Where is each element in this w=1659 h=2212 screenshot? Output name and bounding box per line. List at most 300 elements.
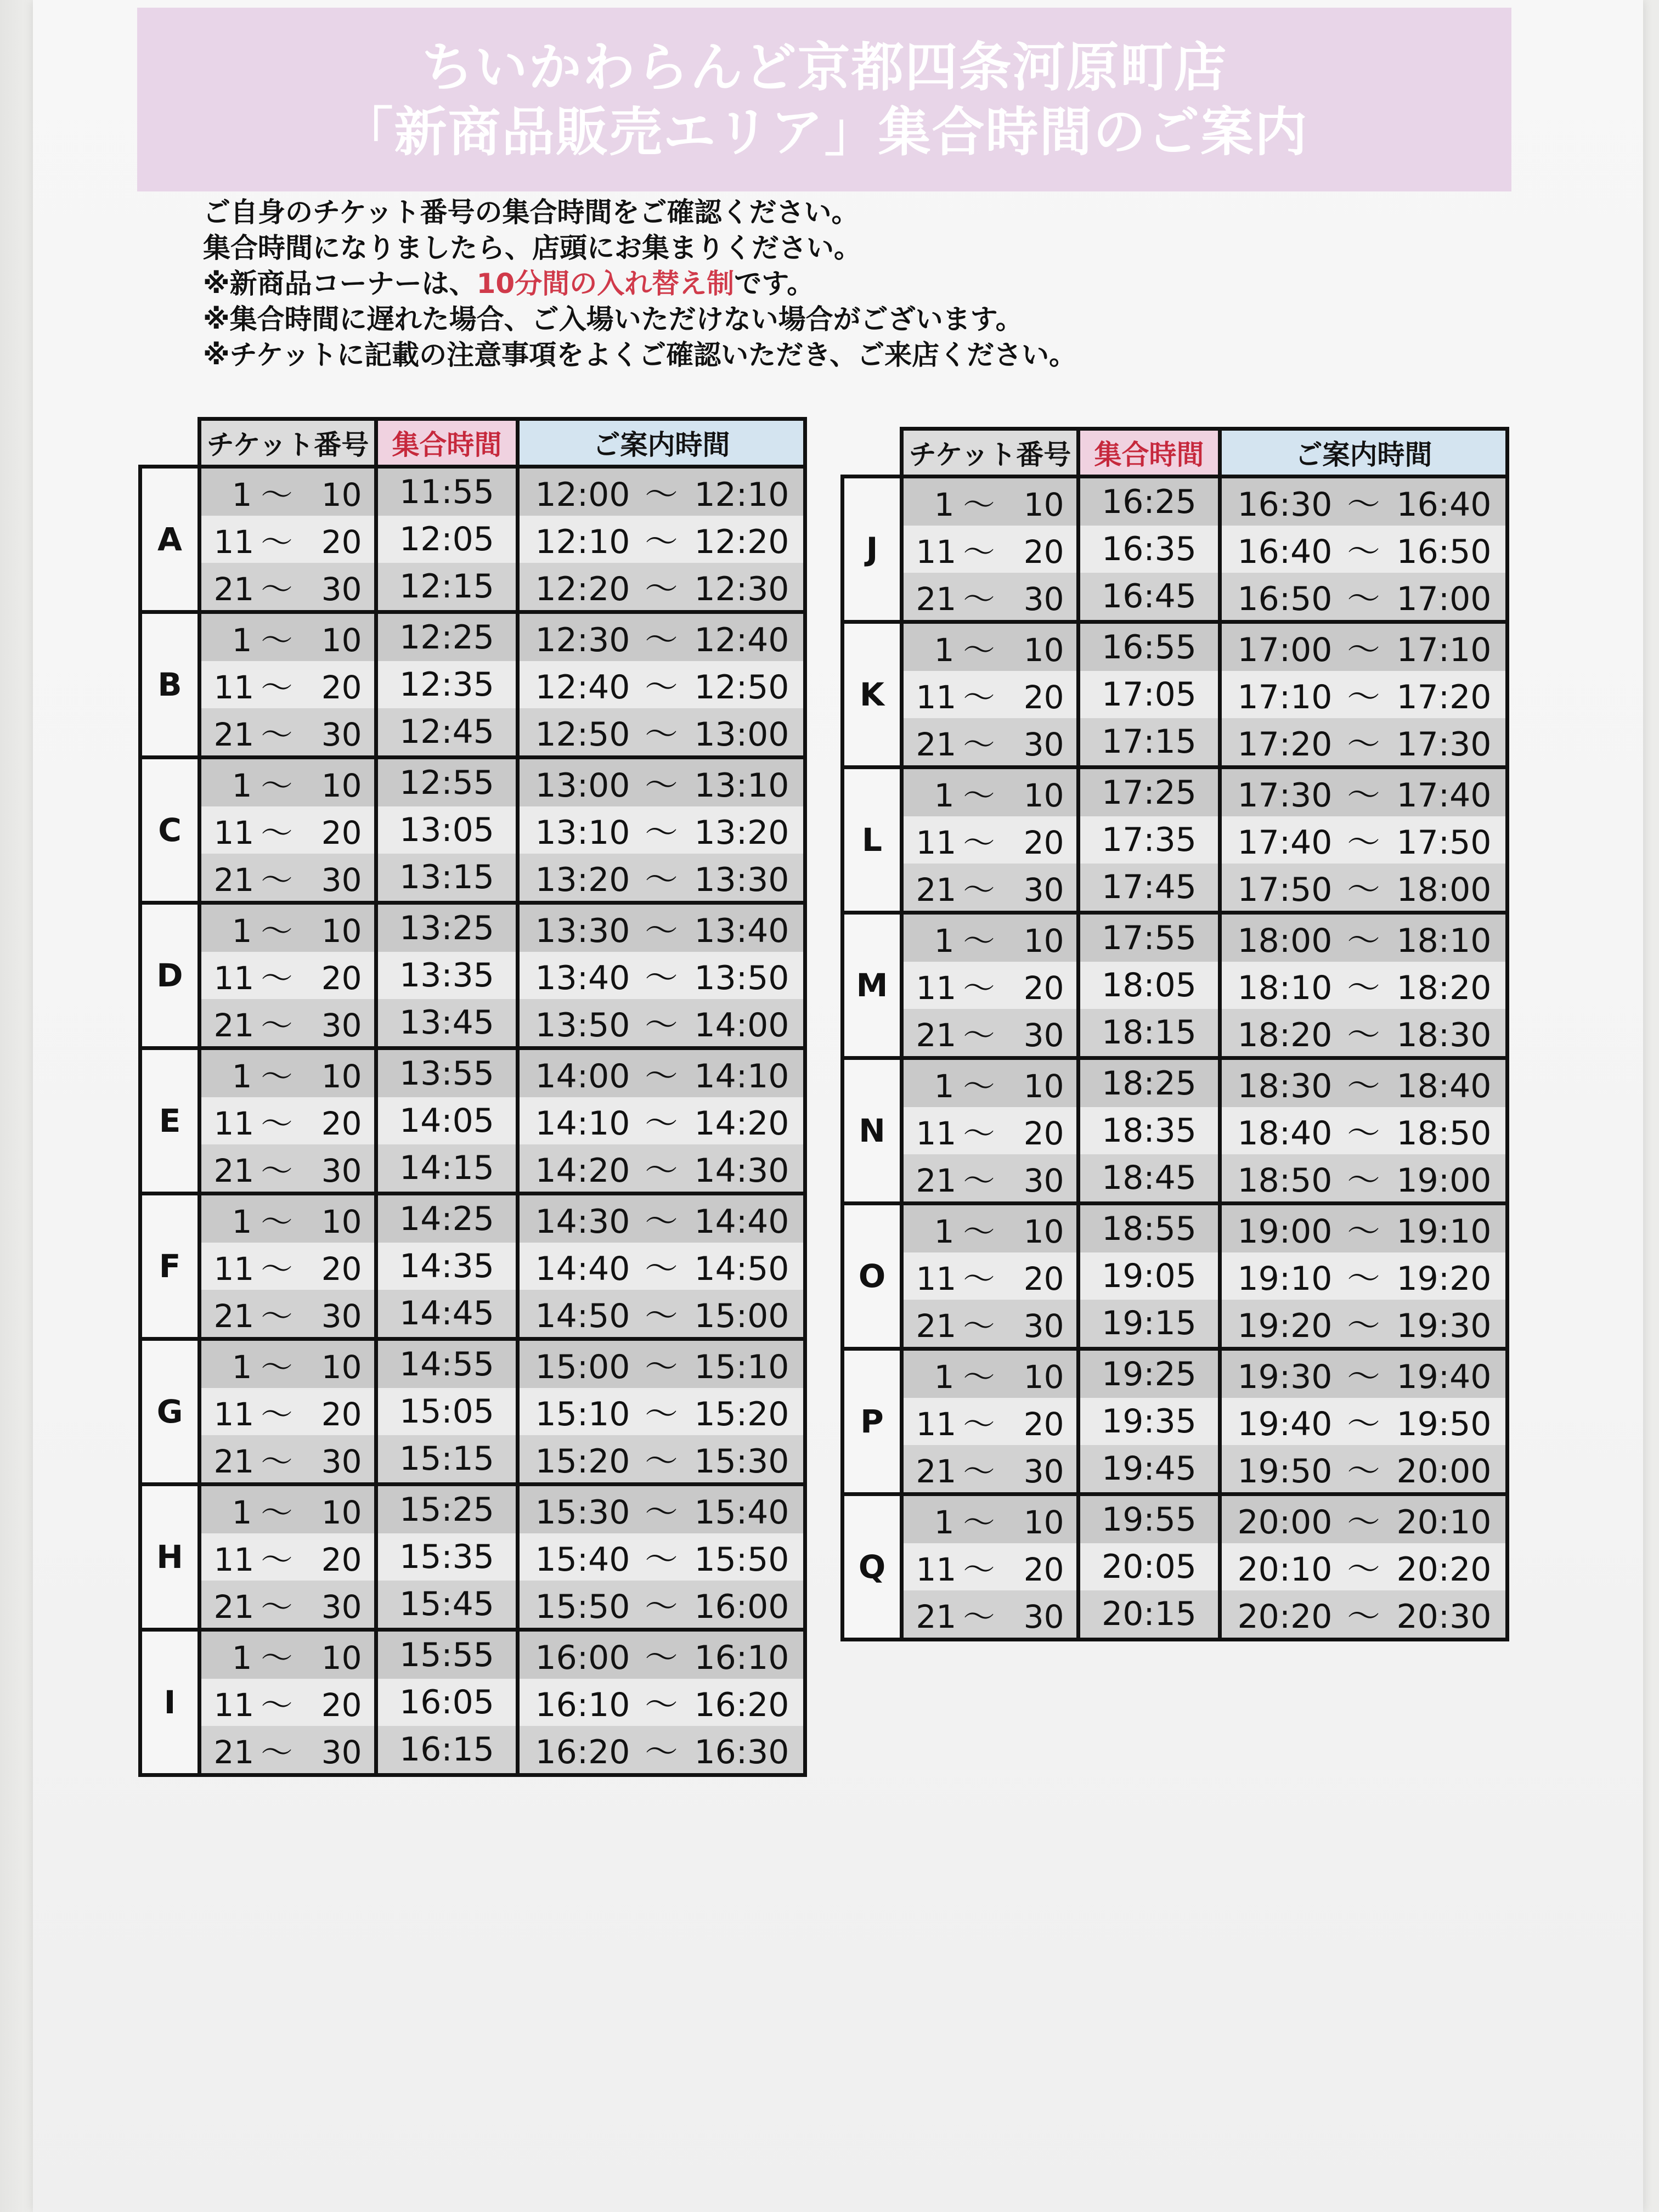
ticket-from: 1 xyxy=(934,1068,955,1105)
gather-time-cell: 18:45 xyxy=(1079,1154,1220,1204)
ticket-to: 20 xyxy=(321,1396,362,1433)
range-separator: 〜 xyxy=(261,1250,293,1288)
table-row xyxy=(140,612,805,662)
gather-time-cell: 12:55 xyxy=(376,758,518,807)
group-label: D xyxy=(140,903,200,1048)
ticket-from: 1 xyxy=(232,622,252,659)
ticket-from: 1 xyxy=(934,777,955,814)
header-ticket-number: チケット番号 xyxy=(200,419,376,467)
ticket-from: 11 xyxy=(213,814,255,851)
guide-start: 20:00 xyxy=(1237,1503,1333,1542)
range-separator: 〜 xyxy=(261,523,293,561)
header-blank xyxy=(140,419,200,467)
guide-start: 12:20 xyxy=(535,570,630,608)
range-separator: 〜 xyxy=(261,1152,293,1189)
header-guide-time: ご案内時間 xyxy=(1220,429,1508,477)
ticket-from: 11 xyxy=(213,960,255,997)
guide-time-cell xyxy=(1220,1204,1508,1253)
guide-time-cell xyxy=(1220,1494,1508,1544)
table-row xyxy=(843,1252,1508,1300)
guide-time-cell xyxy=(1220,477,1508,526)
ticket-to: 10 xyxy=(321,1494,362,1531)
range-separator: 〜 xyxy=(963,1551,995,1588)
guide-start: 16:50 xyxy=(1237,580,1333,618)
guide-start: 14:50 xyxy=(535,1297,630,1335)
range-separator: 〜 xyxy=(645,959,678,997)
range-separator: 〜 xyxy=(963,631,995,669)
gather-time-cell: 16:05 xyxy=(376,1679,518,1726)
ticket-to: 10 xyxy=(1023,486,1064,523)
guide-end: 18:10 xyxy=(1396,922,1492,960)
ticket-to: 10 xyxy=(321,476,362,514)
ticket-from: 11 xyxy=(213,1541,255,1578)
guide-start: 15:30 xyxy=(535,1493,630,1532)
guide-end: 17:30 xyxy=(1396,725,1492,764)
range-separator: 〜 xyxy=(645,1733,678,1771)
ticket-from: 21 xyxy=(916,1017,957,1054)
table-row xyxy=(843,1445,1508,1494)
ticket-to: 20 xyxy=(321,669,362,706)
guide-start: 14:00 xyxy=(535,1057,630,1096)
gather-time-cell: 12:15 xyxy=(376,563,518,612)
table-row xyxy=(140,952,805,999)
guide-start: 18:50 xyxy=(1237,1161,1333,1200)
guide-time-cell xyxy=(1220,816,1508,864)
guide-end: 14:10 xyxy=(694,1057,789,1096)
guide-time-cell xyxy=(518,708,805,758)
guide-time-cell xyxy=(1220,768,1508,817)
ticket-to: 10 xyxy=(1023,1358,1064,1396)
guide-time-cell xyxy=(518,1630,805,1679)
ticket-to: 30 xyxy=(1023,580,1064,618)
ticket-from: 1 xyxy=(934,922,955,960)
range-separator: 〜 xyxy=(1347,1503,1380,1542)
ticket-from: 11 xyxy=(916,1406,957,1443)
ticket-to: 30 xyxy=(321,1734,362,1771)
guide-time-cell xyxy=(518,1144,805,1194)
range-separator: 〜 xyxy=(261,814,293,851)
table-row xyxy=(843,1058,1508,1108)
guide-time-cell xyxy=(518,952,805,999)
range-separator: 〜 xyxy=(1347,725,1380,764)
ticket-to: 30 xyxy=(1023,1598,1064,1635)
range-separator: 〜 xyxy=(1347,486,1380,524)
range-separator: 〜 xyxy=(261,476,293,514)
range-separator: 〜 xyxy=(645,1104,678,1143)
guide-end: 18:40 xyxy=(1396,1067,1492,1105)
guide-time-cell xyxy=(1220,864,1508,913)
ticket-range-cell xyxy=(200,1630,376,1679)
ticket-from: 1 xyxy=(232,476,252,514)
ticket-from: 21 xyxy=(213,1734,255,1771)
guide-end: 15:10 xyxy=(694,1348,789,1386)
ticket-range-cell xyxy=(200,1435,376,1485)
guide-end: 13:30 xyxy=(694,861,789,899)
range-separator: 〜 xyxy=(1347,871,1380,909)
ticket-to: 20 xyxy=(1023,1406,1064,1443)
range-separator: 〜 xyxy=(963,1358,995,1396)
ticket-range-cell xyxy=(902,1398,1079,1445)
range-separator: 〜 xyxy=(261,1443,293,1480)
range-separator: 〜 xyxy=(645,1152,678,1190)
table-row xyxy=(843,526,1508,573)
range-separator: 〜 xyxy=(645,766,678,805)
guide-start: 19:40 xyxy=(1237,1405,1333,1443)
ticket-range-cell xyxy=(200,563,376,612)
range-separator: 〜 xyxy=(963,871,995,909)
guide-start: 15:40 xyxy=(535,1541,630,1579)
ticket-range-cell xyxy=(200,806,376,854)
guide-time-cell xyxy=(518,1194,805,1243)
ticket-range-cell xyxy=(200,903,376,952)
table-row xyxy=(140,1243,805,1290)
guide-start: 15:50 xyxy=(535,1588,630,1626)
gather-time-cell: 19:05 xyxy=(1079,1252,1220,1300)
ticket-to: 20 xyxy=(1023,679,1064,716)
ticket-from: 1 xyxy=(232,1494,252,1531)
ticket-to: 30 xyxy=(321,861,362,899)
ticket-range-cell xyxy=(200,1194,376,1243)
guide-time-cell xyxy=(518,1485,805,1534)
guide-end: 16:30 xyxy=(694,1733,789,1771)
range-separator: 〜 xyxy=(1347,1260,1380,1298)
range-separator: 〜 xyxy=(645,570,678,608)
ticket-from: 11 xyxy=(916,1260,957,1297)
ticket-range-cell xyxy=(902,671,1079,718)
ticket-range-cell xyxy=(902,1107,1079,1154)
table-row xyxy=(843,768,1508,817)
gather-time-cell: 18:15 xyxy=(1079,1009,1220,1058)
gather-time-cell: 18:35 xyxy=(1079,1107,1220,1154)
guide-end: 16:10 xyxy=(694,1639,789,1677)
ticket-to: 30 xyxy=(1023,871,1064,909)
guide-time-cell xyxy=(518,806,805,854)
guide-time-cell xyxy=(518,1726,805,1775)
ticket-range-cell xyxy=(902,816,1079,864)
ticket-range-cell xyxy=(200,1533,376,1581)
guide-time-cell xyxy=(518,516,805,563)
range-separator: 〜 xyxy=(1347,922,1380,960)
ticket-range-cell xyxy=(200,1485,376,1534)
gather-time-cell: 14:55 xyxy=(376,1339,518,1389)
range-separator: 〜 xyxy=(261,960,293,997)
gather-time-cell: 19:15 xyxy=(1079,1300,1220,1349)
table-row xyxy=(843,1398,1508,1445)
ticket-from: 21 xyxy=(916,1162,957,1199)
range-separator: 〜 xyxy=(1347,1161,1380,1200)
guide-start: 13:00 xyxy=(535,766,630,805)
guide-end: 12:20 xyxy=(694,523,789,561)
range-separator: 〜 xyxy=(963,679,995,716)
guide-end: 12:10 xyxy=(694,476,789,514)
range-separator: 〜 xyxy=(963,777,995,814)
schedule-table-left xyxy=(138,417,807,1777)
ticket-to: 30 xyxy=(1023,726,1064,763)
ticket-from: 1 xyxy=(232,1058,252,1095)
table-row xyxy=(140,516,805,563)
guide-time-cell xyxy=(1220,718,1508,768)
table-row xyxy=(140,1630,805,1679)
group-label: G xyxy=(140,1339,200,1485)
ticket-from: 21 xyxy=(916,1598,957,1635)
range-separator: 〜 xyxy=(645,1006,678,1045)
table-row xyxy=(843,573,1508,622)
range-separator: 〜 xyxy=(963,580,995,618)
table-row xyxy=(140,1581,805,1630)
table-row xyxy=(140,1194,805,1243)
guide-start: 14:10 xyxy=(535,1104,630,1143)
ticket-from: 21 xyxy=(213,571,255,608)
ticket-to: 30 xyxy=(1023,1453,1064,1490)
guide-end: 14:40 xyxy=(694,1203,789,1241)
ticket-to: 30 xyxy=(321,1588,362,1626)
ticket-from: 11 xyxy=(916,824,957,861)
range-separator: 〜 xyxy=(645,1395,678,1434)
gather-time-cell: 12:35 xyxy=(376,661,518,708)
ticket-range-cell xyxy=(902,1204,1079,1253)
guide-start: 18:20 xyxy=(1237,1016,1333,1054)
ticket-to: 20 xyxy=(1023,533,1064,571)
range-separator: 〜 xyxy=(1347,678,1380,716)
ticket-from: 1 xyxy=(232,1348,252,1386)
gather-time-cell: 17:45 xyxy=(1079,864,1220,913)
group-label: I xyxy=(140,1630,200,1775)
guide-start: 19:00 xyxy=(1237,1212,1333,1251)
guide-start: 12:50 xyxy=(535,715,630,754)
range-separator: 〜 xyxy=(1347,1358,1380,1396)
guide-end: 14:30 xyxy=(694,1152,789,1190)
schedule-table-right xyxy=(840,427,1509,1641)
ticket-to: 10 xyxy=(321,1639,362,1677)
gather-time-cell: 16:25 xyxy=(1079,477,1220,526)
guide-start: 16:00 xyxy=(535,1639,630,1677)
ticket-to: 10 xyxy=(1023,777,1064,814)
range-separator: 〜 xyxy=(261,571,293,608)
table-row xyxy=(843,913,1508,962)
store-title: ちいかわらんど京都四条河原町店 xyxy=(421,36,1228,98)
ticket-from: 1 xyxy=(934,486,955,523)
guide-end: 14:20 xyxy=(694,1104,789,1143)
table-row xyxy=(140,1290,805,1339)
guide-time-cell xyxy=(518,1581,805,1630)
table-row xyxy=(843,1590,1508,1640)
ticket-to: 10 xyxy=(1023,1213,1064,1250)
guide-start: 18:10 xyxy=(1237,969,1333,1007)
ticket-range-cell xyxy=(902,573,1079,622)
ticket-to: 20 xyxy=(1023,824,1064,861)
range-separator: 〜 xyxy=(1347,1452,1380,1491)
table-row xyxy=(843,962,1508,1009)
note-line: ※集合時間に遅れた場合、ご入場いただけない場合がございます。 xyxy=(203,303,1023,335)
guide-start: 18:40 xyxy=(1237,1114,1333,1153)
guide-end: 16:20 xyxy=(694,1686,789,1724)
guide-time-cell xyxy=(1220,1154,1508,1204)
ticket-to: 10 xyxy=(1023,1504,1064,1541)
range-separator: 〜 xyxy=(963,1504,995,1541)
guide-end: 18:50 xyxy=(1396,1114,1492,1153)
table-row xyxy=(843,671,1508,718)
guide-time-cell xyxy=(1220,1009,1508,1058)
gather-time-cell: 14:05 xyxy=(376,1097,518,1144)
range-separator: 〜 xyxy=(645,621,678,659)
range-separator: 〜 xyxy=(1347,533,1380,571)
table-row xyxy=(843,1009,1508,1058)
range-separator: 〜 xyxy=(645,1250,678,1288)
range-separator: 〜 xyxy=(1347,580,1380,618)
range-separator: 〜 xyxy=(645,1493,678,1532)
ticket-from: 11 xyxy=(916,1115,957,1152)
title-banner xyxy=(137,8,1511,191)
note-highlight: 10分間の入れ替え制 xyxy=(476,268,735,300)
gather-time-cell: 19:55 xyxy=(1079,1494,1220,1544)
guide-end: 18:30 xyxy=(1396,1016,1492,1054)
ticket-range-cell xyxy=(200,854,376,903)
guide-time-cell xyxy=(518,1290,805,1339)
ticket-to: 30 xyxy=(321,1297,362,1335)
range-separator: 〜 xyxy=(261,1588,293,1626)
guide-start: 17:40 xyxy=(1237,823,1333,862)
ticket-to: 20 xyxy=(1023,1551,1064,1588)
table-row xyxy=(140,903,805,952)
guide-start: 13:30 xyxy=(535,912,630,950)
ticket-range-cell xyxy=(200,661,376,708)
group-label: P xyxy=(843,1349,902,1494)
note-text: ※新商品コーナーは、 xyxy=(203,268,477,300)
guide-start: 20:20 xyxy=(1237,1598,1333,1636)
ticket-range-cell xyxy=(902,913,1079,962)
gather-time-cell: 14:15 xyxy=(376,1144,518,1194)
gather-time-cell: 15:55 xyxy=(376,1630,518,1679)
guide-end: 13:50 xyxy=(694,959,789,997)
ticket-from: 11 xyxy=(213,1686,255,1724)
ticket-from: 21 xyxy=(213,1443,255,1480)
ticket-from: 1 xyxy=(934,1213,955,1250)
ticket-range-cell xyxy=(902,718,1079,768)
range-separator: 〜 xyxy=(645,861,678,899)
ticket-range-cell xyxy=(902,622,1079,672)
guide-time-cell xyxy=(518,1388,805,1435)
guide-time-cell xyxy=(518,563,805,612)
ticket-range-cell xyxy=(200,1679,376,1726)
gather-time-cell: 16:35 xyxy=(1079,526,1220,573)
range-separator: 〜 xyxy=(645,1541,678,1579)
range-separator: 〜 xyxy=(261,1007,293,1044)
ticket-to: 20 xyxy=(1023,1260,1064,1297)
ticket-from: 11 xyxy=(916,533,957,571)
range-separator: 〜 xyxy=(963,1068,995,1105)
range-separator: 〜 xyxy=(261,1348,293,1386)
range-separator: 〜 xyxy=(645,523,678,561)
guide-time-cell xyxy=(1220,1445,1508,1494)
guide-end: 20:00 xyxy=(1396,1452,1492,1491)
guide-end: 15:50 xyxy=(694,1541,789,1579)
range-separator: 〜 xyxy=(261,1734,293,1771)
range-separator: 〜 xyxy=(261,622,293,659)
ticket-from: 1 xyxy=(232,767,252,804)
guide-end: 13:40 xyxy=(694,912,789,950)
guide-end: 15:40 xyxy=(694,1493,789,1532)
guide-end: 15:00 xyxy=(694,1297,789,1335)
ticket-from: 11 xyxy=(213,1396,255,1433)
gather-time-cell: 14:35 xyxy=(376,1243,518,1290)
guide-end: 19:10 xyxy=(1396,1212,1492,1251)
range-separator: 〜 xyxy=(963,486,995,523)
range-separator: 〜 xyxy=(261,1203,293,1240)
guide-start: 15:10 xyxy=(535,1395,630,1434)
guide-time-cell xyxy=(1220,962,1508,1009)
group-label: Q xyxy=(843,1494,902,1640)
range-separator: 〜 xyxy=(963,726,995,763)
guide-start: 12:30 xyxy=(535,621,630,659)
range-separator: 〜 xyxy=(261,1105,293,1142)
range-separator: 〜 xyxy=(1347,1598,1380,1636)
ticket-from: 11 xyxy=(916,1551,957,1588)
range-separator: 〜 xyxy=(1347,823,1380,862)
range-separator: 〜 xyxy=(1347,1114,1380,1153)
guide-time-cell xyxy=(518,999,805,1048)
range-separator: 〜 xyxy=(645,1057,678,1096)
guide-start: 13:20 xyxy=(535,861,630,899)
table-row xyxy=(140,1485,805,1534)
ticket-range-cell xyxy=(902,1543,1079,1590)
guide-time-cell xyxy=(1220,1058,1508,1108)
ticket-from: 1 xyxy=(232,1639,252,1677)
ticket-to: 20 xyxy=(321,523,362,561)
group-label: L xyxy=(843,768,902,913)
ticket-range-cell xyxy=(200,516,376,563)
gather-time-cell: 12:45 xyxy=(376,708,518,758)
guide-time-cell xyxy=(1220,1349,1508,1398)
guide-end: 16:50 xyxy=(1396,533,1492,571)
range-separator: 〜 xyxy=(963,1453,995,1490)
range-separator: 〜 xyxy=(645,1686,678,1724)
group-label: C xyxy=(140,758,200,903)
table-row xyxy=(140,758,805,807)
range-separator: 〜 xyxy=(261,1686,293,1724)
ticket-to: 20 xyxy=(321,1541,362,1578)
ticket-to: 10 xyxy=(1023,922,1064,960)
guide-start: 16:40 xyxy=(1237,533,1333,571)
guide-time-cell xyxy=(518,903,805,952)
area-title: 「新商品販売エリア」集合時間のご案内 xyxy=(340,101,1308,163)
ticket-range-cell xyxy=(200,1144,376,1194)
range-separator: 〜 xyxy=(963,922,995,960)
guide-end: 14:50 xyxy=(694,1250,789,1288)
ticket-to: 10 xyxy=(321,1058,362,1095)
ticket-range-cell xyxy=(902,477,1079,526)
gather-time-cell: 15:35 xyxy=(376,1533,518,1581)
ticket-range-cell xyxy=(902,1349,1079,1398)
ticket-from: 1 xyxy=(934,1504,955,1541)
gather-time-cell: 19:25 xyxy=(1079,1349,1220,1398)
range-separator: 〜 xyxy=(261,716,293,753)
header-blank xyxy=(843,429,902,477)
ticket-from: 11 xyxy=(916,679,957,716)
gather-time-cell: 17:35 xyxy=(1079,816,1220,864)
group-label: A xyxy=(140,467,200,612)
table-row xyxy=(843,1300,1508,1349)
gather-time-cell: 12:25 xyxy=(376,612,518,662)
group-label: H xyxy=(140,1485,200,1630)
table-row xyxy=(843,1107,1508,1154)
ticket-range-cell xyxy=(200,1339,376,1389)
ticket-range-cell xyxy=(902,768,1079,817)
ticket-from: 1 xyxy=(232,1203,252,1240)
range-separator: 〜 xyxy=(645,1348,678,1386)
guide-time-cell xyxy=(1220,1398,1508,1445)
ticket-range-cell xyxy=(902,962,1079,1009)
guide-time-cell xyxy=(1220,1590,1508,1640)
